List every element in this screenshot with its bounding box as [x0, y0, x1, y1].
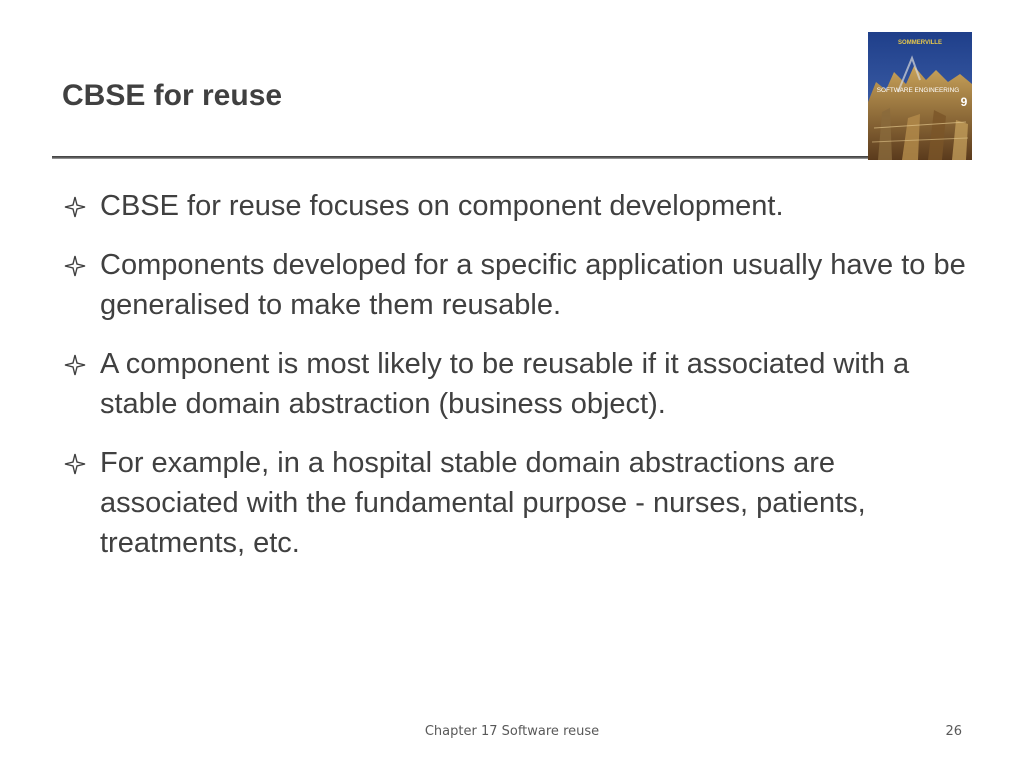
- bullet-text: CBSE for reuse focuses on component development.: [100, 190, 784, 222]
- bullet-item: [62, 443, 967, 563]
- four-point-star-icon: [62, 245, 92, 285]
- bullet-item: [62, 245, 967, 325]
- slide-title: CBSE for reuse: [62, 79, 283, 112]
- bullet-text: Components developed for a specific application usually have to be generalised to make them reusable.: [100, 249, 966, 321]
- footer-chapter-label: Chapter 17 Software reuse: [424, 724, 600, 739]
- bullet-list: [62, 186, 967, 582]
- four-point-star-icon: [62, 186, 92, 226]
- bullet-text: For example, in a hospital stable domain abstractions are associated with the fundamental purpose - nurses, patients, treatments, etc.: [100, 447, 866, 559]
- book-title-label: SOFTWARE ENGINEERING: [876, 87, 960, 94]
- page-number: 26: [945, 724, 962, 739]
- book-cover-image: [868, 32, 972, 160]
- four-point-star-icon: [62, 443, 92, 483]
- book-author-label: SOMMERVILLE: [898, 40, 942, 46]
- book-edition-label: 9: [960, 95, 968, 109]
- bullet-item: [62, 186, 967, 226]
- four-point-star-icon: [62, 344, 92, 384]
- bullet-item: [62, 344, 967, 424]
- bullet-text: A component is most likely to be reusable if it associated with a stable domain abstraction (business object).: [100, 348, 910, 420]
- title-divider: [52, 156, 870, 159]
